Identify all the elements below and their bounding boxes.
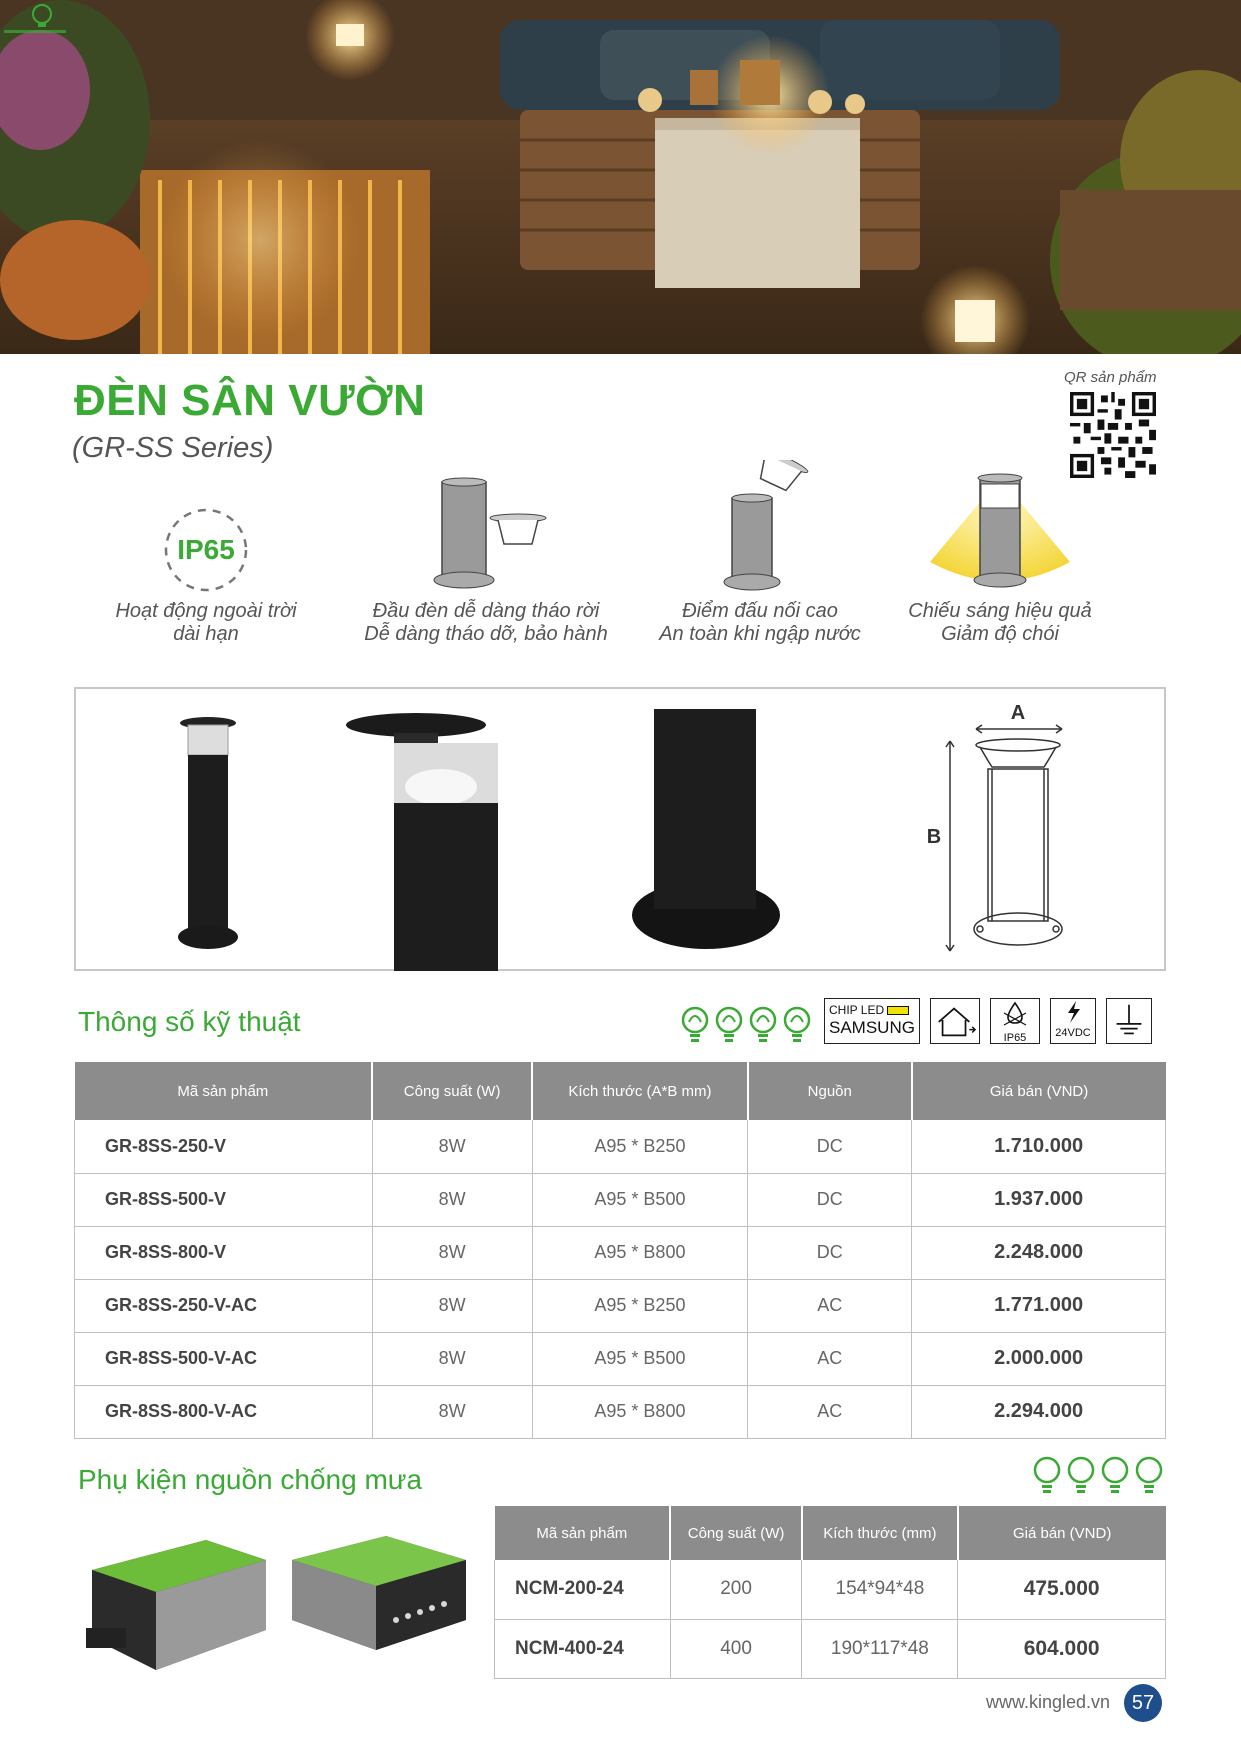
light-cone-icon xyxy=(860,460,1140,600)
ip65-badge-text: IP65 xyxy=(177,534,235,565)
product-code-cell: GR-8SS-500-V xyxy=(75,1173,373,1226)
voltage-icon xyxy=(1050,998,1096,1044)
product-photos xyxy=(76,689,1166,971)
page-number-badge: 57 xyxy=(1124,1684,1162,1722)
product-code-cell: NCM-200-24 xyxy=(495,1560,671,1619)
eco-bulb-icon xyxy=(748,1006,778,1046)
size-cell: A95 * B250 xyxy=(532,1120,748,1173)
detachable-head-icon xyxy=(346,460,626,600)
bollard-head-photo xyxy=(346,713,498,971)
price-cell: 604.000 xyxy=(958,1619,1166,1678)
table-row xyxy=(495,1619,1166,1678)
source-cell: DC xyxy=(748,1173,912,1226)
source-cell: DC xyxy=(748,1226,912,1279)
specs-table xyxy=(74,1062,1166,1439)
price-cell: 2.000.000 xyxy=(912,1332,1166,1385)
eco-bulb-row xyxy=(1032,1456,1168,1500)
feature-light-cone xyxy=(860,460,1140,646)
ip65-water-icon xyxy=(990,998,1040,1044)
bollard-base-photo xyxy=(632,709,780,949)
brand-logo-icon xyxy=(0,0,70,40)
dimension-a-label: A xyxy=(1010,702,1026,724)
price-cell: 475.000 xyxy=(958,1560,1166,1619)
ground-icon xyxy=(1106,998,1152,1044)
column-header: Nguồn xyxy=(748,1062,912,1120)
dimension-drawing xyxy=(946,725,1062,951)
series-subtitle: (GR-SS Series) xyxy=(72,432,274,464)
column-header: Kích thước (A*B mm) xyxy=(532,1062,748,1120)
chip-brand-label: SAMSUNG xyxy=(829,1018,915,1037)
table-row xyxy=(75,1332,1166,1385)
accessories-table xyxy=(494,1506,1166,1679)
power-cell: 8W xyxy=(372,1279,532,1332)
ip65-icon-label: IP65 xyxy=(1003,1032,1027,1044)
eco-bulb-icon xyxy=(680,1006,710,1046)
power-cell: 8W xyxy=(372,1173,532,1226)
footer-url[interactable]: www.kingled.vn xyxy=(986,1692,1111,1712)
feature-connector-line2: An toàn khi ngập nước xyxy=(659,623,861,645)
feature-detachable-line1: Đầu đèn dễ dàng tháo rời xyxy=(372,600,600,622)
raised-connector-icon xyxy=(620,460,900,600)
size-cell: A95 * B800 xyxy=(532,1226,748,1279)
source-cell: AC xyxy=(748,1385,912,1438)
price-cell: 1.710.000 xyxy=(912,1120,1166,1173)
table-row xyxy=(495,1560,1166,1619)
power-cell: 8W xyxy=(372,1120,532,1173)
size-cell: 154*94*48 xyxy=(802,1560,958,1619)
table-header-row xyxy=(495,1506,1166,1560)
power-cell: 400 xyxy=(670,1619,802,1678)
product-code-cell: GR-8SS-250-V xyxy=(75,1120,373,1173)
column-header: Giá bán (VND) xyxy=(958,1506,1166,1560)
table-row xyxy=(75,1279,1166,1332)
eco-bulb-icon xyxy=(782,1006,812,1046)
eco-bulb-icon xyxy=(714,1006,744,1046)
accessories-section-title: Phụ kiện nguồn chống mưa xyxy=(78,1464,423,1495)
table-row xyxy=(75,1173,1166,1226)
price-cell: 1.771.000 xyxy=(912,1279,1166,1332)
source-cell: AC xyxy=(748,1332,912,1385)
table-row xyxy=(75,1120,1166,1173)
ip65-badge-icon xyxy=(66,460,346,600)
product-code-cell: GR-8SS-500-V-AC xyxy=(75,1332,373,1385)
column-header: Giá bán (VND) xyxy=(912,1062,1166,1120)
power-supply-photo xyxy=(86,1520,486,1670)
price-cell: 1.937.000 xyxy=(912,1173,1166,1226)
price-cell: 2.294.000 xyxy=(912,1385,1166,1438)
size-cell: A95 * B500 xyxy=(532,1332,748,1385)
column-header: Mã sản phẩm xyxy=(75,1062,373,1120)
feature-light-line1: Chiếu sáng hiệu quả xyxy=(908,600,1092,622)
power-cell: 8W xyxy=(372,1226,532,1279)
source-cell: AC xyxy=(748,1279,912,1332)
power-cell: 8W xyxy=(372,1385,532,1438)
column-header: Công suất (W) xyxy=(670,1506,802,1560)
qr-label: QR sản phẩm xyxy=(1064,369,1157,386)
indoor-house-icon xyxy=(930,998,980,1044)
size-cell: A95 * B500 xyxy=(532,1173,748,1226)
product-code-cell: GR-8SS-800-V-AC xyxy=(75,1385,373,1438)
feature-detachable-line2: Dễ dàng tháo dỡ, bảo hành xyxy=(364,623,608,645)
samsung-chip-icon xyxy=(824,998,920,1044)
size-cell: 190*117*48 xyxy=(802,1619,958,1678)
product-code-cell: GR-8SS-250-V-AC xyxy=(75,1279,373,1332)
price-cell: 2.248.000 xyxy=(912,1226,1166,1279)
garden-scene-illustration xyxy=(0,0,1241,354)
feature-ip65-line2: dài hạn xyxy=(173,623,239,645)
power-cell: 200 xyxy=(670,1560,802,1619)
feature-ip65-line1: Hoạt động ngoài trời xyxy=(115,600,297,622)
product-photo-box xyxy=(74,687,1166,971)
table-header-row xyxy=(75,1062,1166,1120)
product-code-cell: NCM-400-24 xyxy=(495,1619,671,1678)
page-title: ĐÈN SÂN VƯỜN xyxy=(74,376,426,425)
column-header: Kích thước (mm) xyxy=(802,1506,958,1560)
feature-detachable-head xyxy=(346,460,626,646)
feature-ip65 xyxy=(66,460,346,646)
dimension-b-label: B xyxy=(926,826,942,848)
source-cell: DC xyxy=(748,1120,912,1173)
certification-icons xyxy=(680,998,1166,1046)
power-cell: 8W xyxy=(372,1332,532,1385)
column-header: Mã sản phẩm xyxy=(495,1506,671,1560)
product-code-cell: GR-8SS-800-V xyxy=(75,1226,373,1279)
bollard-full-photo xyxy=(178,717,238,949)
table-row xyxy=(75,1226,1166,1279)
table-row xyxy=(75,1385,1166,1438)
feature-connector-line1: Điểm đấu nối cao xyxy=(682,600,838,622)
chip-led-label: CHIP LED xyxy=(829,1003,885,1017)
feature-light-line2: Giảm độ chói xyxy=(941,623,1059,645)
size-cell: A95 * B250 xyxy=(532,1279,748,1332)
voltage-label: 24VDC xyxy=(1055,1027,1091,1039)
hero-photo xyxy=(0,0,1241,354)
specs-section-title: Thông số kỹ thuật xyxy=(78,1006,301,1037)
column-header: Công suất (W) xyxy=(372,1062,532,1120)
feature-raised-connector xyxy=(620,460,900,646)
size-cell: A95 * B800 xyxy=(532,1385,748,1438)
